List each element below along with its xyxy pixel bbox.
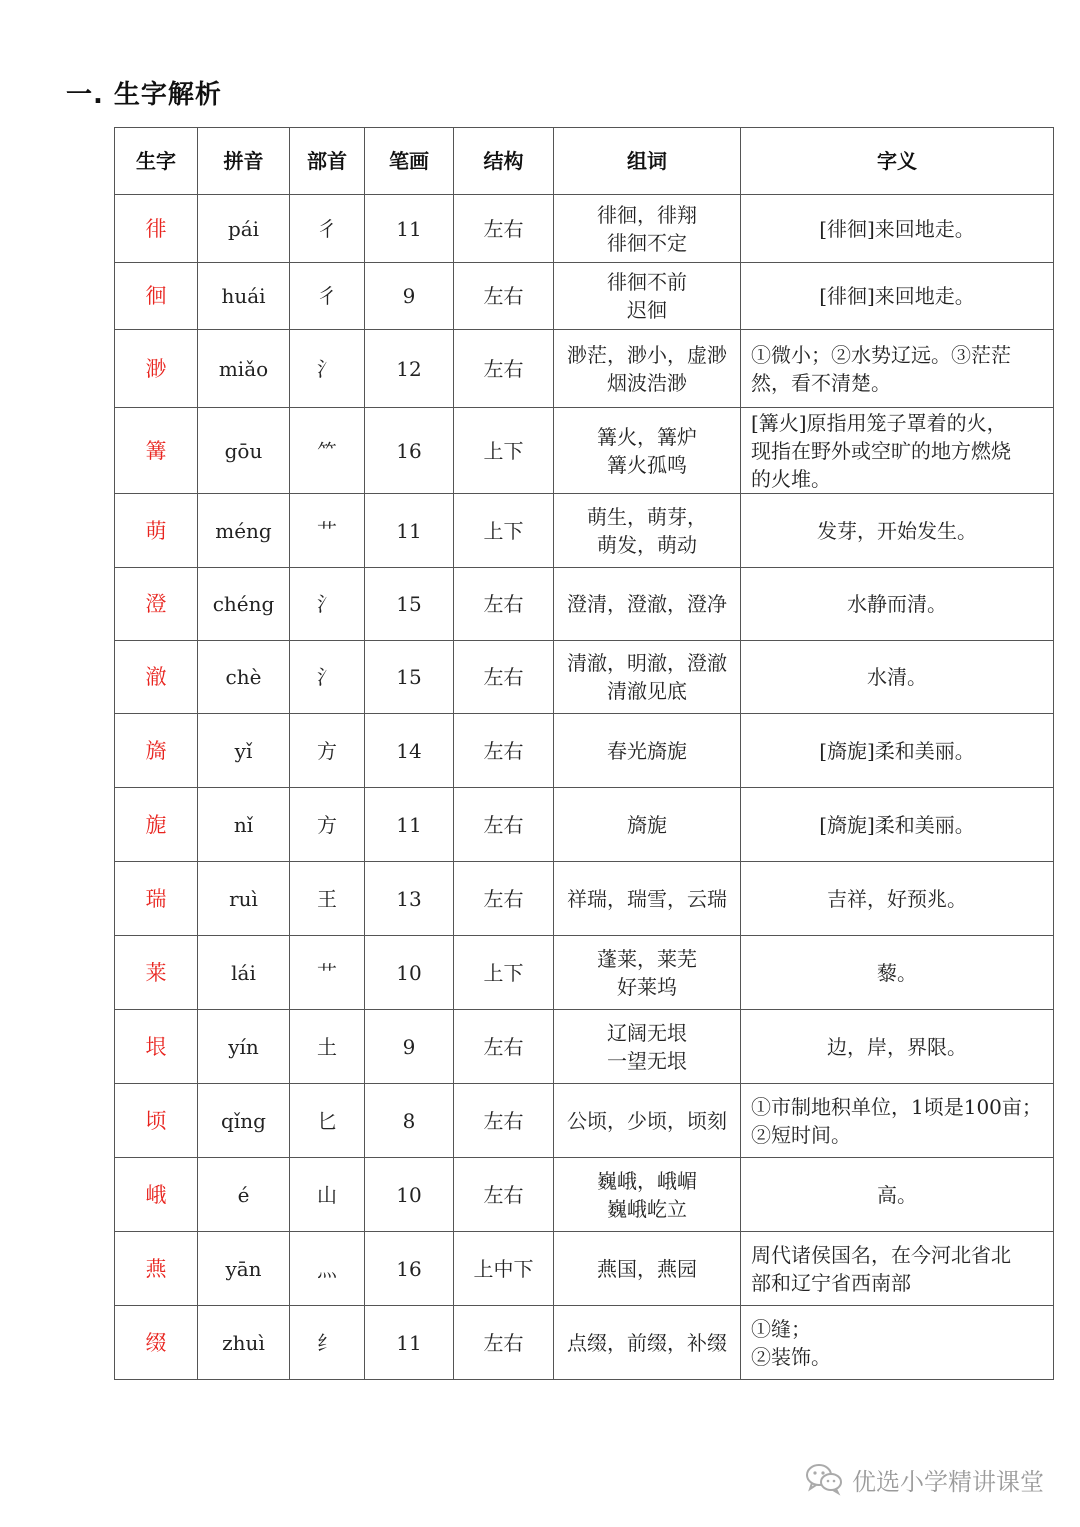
meaning-line: [徘徊]来回地走。 bbox=[819, 284, 975, 308]
cell-char: 瑞 bbox=[115, 862, 198, 936]
meaning-line: 水清。 bbox=[867, 665, 927, 689]
word-line: 徘徊，徘翔 bbox=[597, 202, 697, 227]
cell-char: 篝 bbox=[115, 408, 198, 494]
header-char: 生字 bbox=[115, 128, 198, 195]
cell-radical: 土 bbox=[290, 1010, 365, 1084]
meaning-line: ①微小；②水势辽远。③茫茫 bbox=[751, 342, 1011, 367]
cell-strokes: 9 bbox=[365, 263, 454, 330]
word-line: 春光旖旎 bbox=[607, 738, 687, 763]
meaning-line: 周代诸侯国名，在今河北省北 bbox=[751, 1242, 1011, 1267]
word-line: 点缀，前缀，补缀 bbox=[567, 1330, 727, 1355]
meaning-line: 部和辽宁省西南部 bbox=[751, 1270, 911, 1295]
cell-strokes: 15 bbox=[365, 641, 454, 714]
meaning-line: 藜。 bbox=[877, 960, 917, 985]
wechat-icon bbox=[804, 1462, 844, 1496]
meaning-line: [徘徊]来回地走。 bbox=[819, 216, 975, 241]
meaning-line: [旖旎]柔和美丽。 bbox=[819, 812, 975, 837]
cell-meaning bbox=[741, 1232, 1054, 1306]
header-meaning: 字义 bbox=[741, 128, 1054, 195]
cell-char: 徊 bbox=[115, 263, 198, 330]
cell-pinyin: yān bbox=[198, 1232, 290, 1306]
cell-structure: 左右 bbox=[454, 1084, 554, 1158]
cell-char: 顷 bbox=[115, 1084, 198, 1158]
cell-radical: 王 bbox=[290, 862, 365, 936]
table-row bbox=[115, 1010, 1054, 1084]
meaning-line: 然，看不清楚。 bbox=[751, 370, 891, 395]
cell-words bbox=[554, 195, 741, 263]
word-line: 徘徊不前 bbox=[607, 270, 687, 294]
cell-strokes: 8 bbox=[365, 1084, 454, 1158]
cell-meaning bbox=[741, 1010, 1054, 1084]
word-line: 萌发，萌动 bbox=[597, 532, 697, 557]
cell-char: 莱 bbox=[115, 936, 198, 1010]
meaning-line: ②装饰。 bbox=[751, 1344, 831, 1369]
table-row bbox=[115, 714, 1054, 788]
cell-words bbox=[554, 936, 741, 1010]
word-line: 烟波浩渺 bbox=[607, 370, 687, 395]
cell-words bbox=[554, 1306, 741, 1380]
cell-meaning bbox=[741, 714, 1054, 788]
word-line: 祥瑞，瑞雪，云瑞 bbox=[567, 886, 727, 911]
cell-strokes: 11 bbox=[365, 494, 454, 568]
table-row bbox=[115, 568, 1054, 641]
word-line: 澄清，澄澈，澄净 bbox=[567, 592, 727, 616]
cell-char: 旎 bbox=[115, 788, 198, 862]
cell-strokes: 10 bbox=[365, 1158, 454, 1232]
watermark bbox=[804, 1461, 1044, 1497]
table-row bbox=[115, 788, 1054, 862]
cell-meaning bbox=[741, 494, 1054, 568]
table-row bbox=[115, 494, 1054, 568]
cell-strokes: 15 bbox=[365, 568, 454, 641]
table-row bbox=[115, 936, 1054, 1010]
cell-structure: 左右 bbox=[454, 862, 554, 936]
word-line: 蓬莱，莱芜 bbox=[597, 946, 697, 971]
meaning-line: ①市制地积单位，1顷是100亩； bbox=[751, 1094, 1042, 1119]
table-row bbox=[115, 1158, 1054, 1232]
cell-structure: 左右 bbox=[454, 1010, 554, 1084]
cell-words bbox=[554, 408, 741, 494]
meaning-line: ①缝； bbox=[751, 1316, 811, 1341]
table-row bbox=[115, 263, 1054, 330]
character-table bbox=[114, 127, 1054, 1380]
header-radical: 部首 bbox=[290, 128, 365, 195]
cell-words bbox=[554, 862, 741, 936]
cell-structure: 左右 bbox=[454, 714, 554, 788]
cell-pinyin: é bbox=[198, 1158, 290, 1232]
header-structure: 结构 bbox=[454, 128, 554, 195]
meaning-line: 发芽，开始发生。 bbox=[817, 518, 977, 543]
cell-pinyin: yín bbox=[198, 1010, 290, 1084]
cell-char: 燕 bbox=[115, 1232, 198, 1306]
cell-words bbox=[554, 714, 741, 788]
cell-words bbox=[554, 1232, 741, 1306]
table-row bbox=[115, 862, 1054, 936]
table-row bbox=[115, 641, 1054, 714]
watermark-text: 优选小学精讲课堂 bbox=[852, 1467, 1044, 1496]
cell-words bbox=[554, 568, 741, 641]
meaning-line: 的火堆。 bbox=[751, 466, 831, 491]
table-row bbox=[115, 1232, 1054, 1306]
cell-structure: 左右 bbox=[454, 568, 554, 641]
word-line: 好莱坞 bbox=[617, 974, 677, 999]
cell-pinyin: nǐ bbox=[198, 788, 290, 862]
word-line: 篝火，篝炉 bbox=[597, 424, 697, 449]
cell-char: 渺 bbox=[115, 330, 198, 408]
header-pinyin: 拼音 bbox=[198, 128, 290, 195]
word-line: 迟徊 bbox=[627, 298, 667, 322]
word-line: 辽阔无垠 bbox=[607, 1020, 687, 1045]
cell-strokes: 9 bbox=[365, 1010, 454, 1084]
meaning-line: 高。 bbox=[877, 1182, 917, 1207]
cell-radical: 方 bbox=[290, 714, 365, 788]
cell-char: 澄 bbox=[115, 568, 198, 641]
table-row bbox=[115, 330, 1054, 408]
cell-strokes: 14 bbox=[365, 714, 454, 788]
word-line: 渺茫，渺小，虚渺 bbox=[567, 342, 727, 367]
cell-char: 萌 bbox=[115, 494, 198, 568]
cell-strokes: 16 bbox=[365, 1232, 454, 1306]
cell-meaning bbox=[741, 1084, 1054, 1158]
cell-pinyin: ruì bbox=[198, 862, 290, 936]
cell-words bbox=[554, 330, 741, 408]
cell-meaning bbox=[741, 568, 1054, 641]
cell-structure: 左右 bbox=[454, 263, 554, 330]
cell-strokes: 11 bbox=[365, 195, 454, 263]
word-line: 公顷，少顷，顷刻 bbox=[567, 1108, 727, 1133]
cell-pinyin: chéng bbox=[198, 568, 290, 641]
cell-radical: 灬 bbox=[290, 1232, 365, 1306]
cell-meaning bbox=[741, 408, 1054, 494]
cell-words bbox=[554, 641, 741, 714]
cell-meaning bbox=[741, 862, 1054, 936]
cell-meaning bbox=[741, 641, 1054, 714]
cell-pinyin: lái bbox=[198, 936, 290, 1010]
cell-structure: 上下 bbox=[454, 408, 554, 494]
meaning-line: 吉祥，好预兆。 bbox=[827, 886, 967, 911]
cell-pinyin: zhuì bbox=[198, 1306, 290, 1380]
word-line: 一望无垠 bbox=[607, 1048, 687, 1073]
cell-strokes: 10 bbox=[365, 936, 454, 1010]
cell-structure: 左右 bbox=[454, 330, 554, 408]
word-line: 徘徊不定 bbox=[607, 230, 687, 255]
cell-radical: 山 bbox=[290, 1158, 365, 1232]
cell-words bbox=[554, 1084, 741, 1158]
table-row bbox=[115, 1084, 1054, 1158]
cell-char: 澈 bbox=[115, 641, 198, 714]
header-words: 组词 bbox=[554, 128, 741, 195]
cell-radical: 彳 bbox=[290, 195, 365, 263]
cell-structure: 左右 bbox=[454, 641, 554, 714]
meaning-line: [篝火]原指用笼子罩着的火， bbox=[751, 410, 1007, 435]
cell-pinyin: pái bbox=[198, 195, 290, 263]
table-body bbox=[115, 195, 1054, 1380]
cell-words bbox=[554, 1010, 741, 1084]
word-line: 巍峨屹立 bbox=[607, 1196, 687, 1221]
cell-structure: 左右 bbox=[454, 195, 554, 263]
cell-pinyin: qǐng bbox=[198, 1084, 290, 1158]
cell-radical: 方 bbox=[290, 788, 365, 862]
cell-structure: 左右 bbox=[454, 1306, 554, 1380]
cell-char: 垠 bbox=[115, 1010, 198, 1084]
cell-radical: 氵 bbox=[290, 330, 365, 408]
word-line: 清澈，明澈，澄澈 bbox=[567, 651, 727, 675]
cell-words bbox=[554, 494, 741, 568]
cell-strokes: 13 bbox=[365, 862, 454, 936]
cell-char: 缀 bbox=[115, 1306, 198, 1380]
cell-radical: 纟 bbox=[290, 1306, 365, 1380]
cell-structure: 上中下 bbox=[454, 1232, 554, 1306]
word-line: 燕国，燕园 bbox=[597, 1256, 697, 1281]
table-row bbox=[115, 195, 1054, 263]
table-row bbox=[115, 408, 1054, 494]
cell-meaning bbox=[741, 936, 1054, 1010]
cell-radical: 彳 bbox=[290, 263, 365, 330]
cell-radical: 氵 bbox=[290, 568, 365, 641]
cell-pinyin: méng bbox=[198, 494, 290, 568]
cell-words bbox=[554, 788, 741, 862]
word-line: 篝火孤鸣 bbox=[607, 452, 687, 477]
cell-strokes: 16 bbox=[365, 408, 454, 494]
meaning-line: 水静而清。 bbox=[847, 592, 947, 616]
meaning-line: ②短时间。 bbox=[751, 1122, 851, 1147]
cell-radical: 氵 bbox=[290, 641, 365, 714]
cell-meaning bbox=[741, 788, 1054, 862]
cell-pinyin: huái bbox=[198, 263, 290, 330]
header-strokes: 笔画 bbox=[365, 128, 454, 195]
table-header-row bbox=[115, 128, 1054, 195]
cell-pinyin: miǎo bbox=[198, 330, 290, 408]
cell-meaning bbox=[741, 263, 1054, 330]
cell-words bbox=[554, 1158, 741, 1232]
meaning-line: 现指在野外或空旷的地方燃烧 bbox=[751, 438, 1011, 463]
word-line: 巍峨，峨嵋 bbox=[597, 1168, 697, 1193]
cell-strokes: 12 bbox=[365, 330, 454, 408]
cell-structure: 左右 bbox=[454, 1158, 554, 1232]
word-line: 清澈见底 bbox=[607, 679, 687, 703]
cell-char: 峨 bbox=[115, 1158, 198, 1232]
cell-char: 徘 bbox=[115, 195, 198, 263]
cell-radical: 艹 bbox=[290, 936, 365, 1010]
word-line: 旖旎 bbox=[627, 812, 667, 837]
cell-radical: 艹 bbox=[290, 494, 365, 568]
cell-radical: ⺮ bbox=[290, 408, 365, 494]
cell-pinyin: chè bbox=[198, 641, 290, 714]
word-line: 萌生，萌芽， bbox=[587, 504, 707, 529]
meaning-line: 边，岸，界限。 bbox=[827, 1034, 967, 1059]
cell-pinyin: yǐ bbox=[198, 714, 290, 788]
cell-pinyin: gōu bbox=[198, 408, 290, 494]
table-row bbox=[115, 1306, 1054, 1380]
cell-words bbox=[554, 263, 741, 330]
cell-structure: 上下 bbox=[454, 936, 554, 1010]
cell-structure: 左右 bbox=[454, 788, 554, 862]
cell-meaning bbox=[741, 330, 1054, 408]
cell-meaning bbox=[741, 1158, 1054, 1232]
cell-structure: 上下 bbox=[454, 494, 554, 568]
cell-strokes: 11 bbox=[365, 788, 454, 862]
cell-strokes: 11 bbox=[365, 1306, 454, 1380]
cell-meaning bbox=[741, 1306, 1054, 1380]
meaning-line: [旖旎]柔和美丽。 bbox=[819, 738, 975, 763]
cell-meaning bbox=[741, 195, 1054, 263]
cell-radical: 匕 bbox=[290, 1084, 365, 1158]
cell-char: 旖 bbox=[115, 714, 198, 788]
section-title: 一. 生字解析 bbox=[66, 80, 222, 110]
